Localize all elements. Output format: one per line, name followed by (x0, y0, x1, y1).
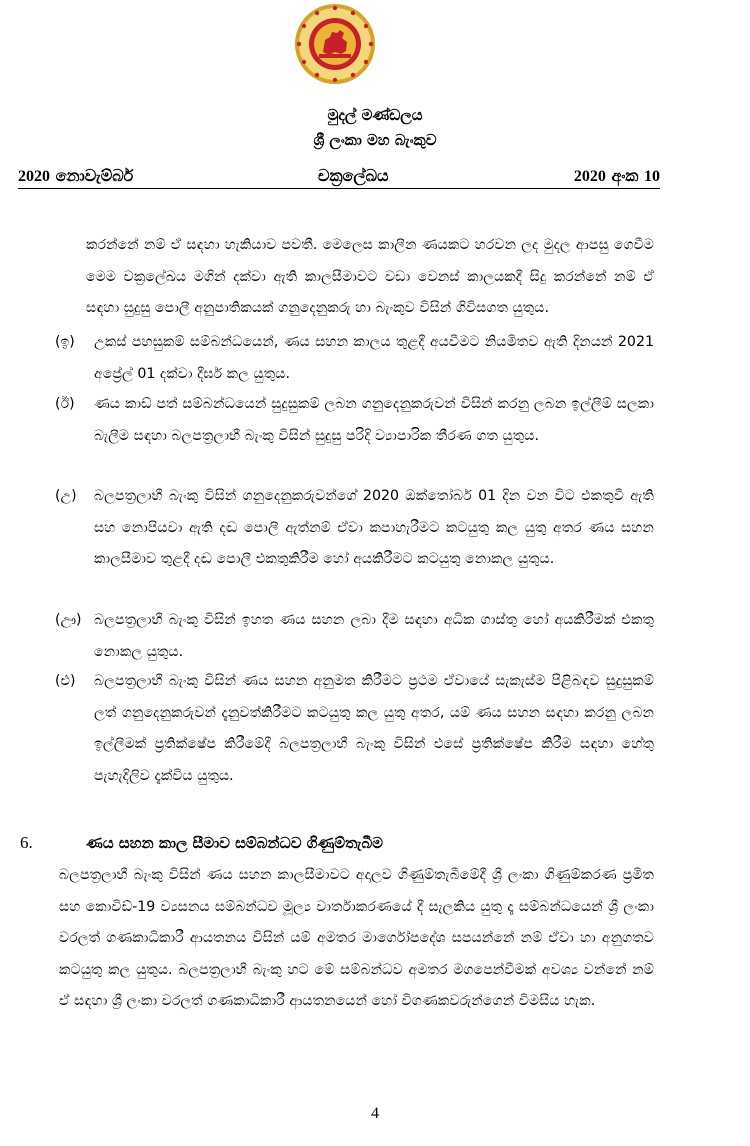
list-item-text: බලපත්‍රලාභී බැංකු විසින් ගනුදෙනුකරුවන්ගේ 2020 ඔක්තෝබර් 01 දින වන විට එකතුවී ඇති සහ නොපියවා ඇති දඬ පොලී ඇත්නම් ඒවා කපාහැරීමට කටයුතු කල යුතු අතර ණය සහන කාලසීමාව තුළදී දඬ පොලී එකතුකිරීම හෝ අයකිරීමට කටයුතු නොකල යුතුය. (94, 488, 654, 567)
list-marker-e: (එ) (55, 673, 76, 689)
list-marker-u: (උ) (55, 488, 77, 504)
list-marker-ii: (ඊ) (55, 396, 75, 412)
central-bank-seal-emblem (293, 2, 377, 86)
circular-label: චක්‍රලේඛය (318, 166, 389, 185)
section-body-paragraph: බලපත්‍රලාභී බැංකු විසින් ණය සහන කාලසීමාවට අදාලව ගිණුම්තැබීමේදී ශ්‍රී ලංකා ගිණුම්කරණ ප්‍රමිත සහ කොවිඩ්-19 ව්‍යසනය සම්බන්ධව මූල්‍ය වාර්තාකරණයේ දී සැලකිය යුතු දෑ සම්බන්ධයෙන් ශ්‍රී ලංකා වරලත් ගණකාධිකාරී ආයතනය විසින් යම් අමතර මාර්ගෝපදේශ සපයන්නේ නම් ඒවා හා අනුගතව කටයුතු කල යුතුය. බලපත්‍රලාභී බැංකු හට මේ සම්බන්ධව අමතර මගපෙන්වීමක් අවශ්‍ය වන්නේ නම් ඒ සඳහා ශ්‍රී ලංකා වරලත් ගණකාධිකාරී ආයතනයෙන් හෝ විගණකවරුන්ගෙන් විමසිය හැක. (59, 867, 654, 1009)
circular-number: 2020 අංක 10 (573, 166, 660, 185)
list-item-text: උකස් පහසුකම් සම්බන්ධයෙන්, ණය සහන කාලය තුළදී අයවීමට නියමිතව ඇති දිනයන් 2021 අප්‍රේල් 01 දක්වා දීර්ඝ කල යුතුය. (94, 334, 654, 382)
section-title: ණය සහන කාල සීමාව සම්බන්ධව ගිණුම්තැබීම (86, 834, 383, 852)
list-marker-uu: (ඌ) (55, 612, 82, 628)
section-number: 6. (20, 833, 33, 852)
bank-name: ශ්‍රී ලංකා මහ බැංකුව (313, 131, 437, 149)
list-marker-i: (ඉ) (55, 334, 75, 350)
circular-header-bar (18, 166, 660, 189)
list-item-text: බලපත්‍රලාභී බැංකු විසින් ණය සහන අනුමත කිරීමට ප්‍රථම ඒවායේ සැකැස්ම පිළිබඳව සුදුසුකම් ලත් ගනුදෙනුකරුවන් දැනුවත්කිරීමට කටයුතු කල යුතු අතර, යම් ණය සහන සඳහා කරනු ලබන ඉල්ලීමක් ප්‍රතික්ෂේප කිරීමේදී බලපත්‍රලාභී බැංකු විසින් එසේ ප්‍රතික්ෂේප කිරීම සඳහා හේතු පැහැදිලිව දැක්විය යුතුය. (94, 673, 654, 784)
circular-date: 2020 නොවැම්බර් (18, 166, 134, 185)
continuation-paragraph: කරන්නේ නම් ඒ සඳහා හැකියාව පවතී. මෙලෙස කාලීන ණයකට හරවන ලද මුදල ආපසු ගෙවීම මෙම චක්‍රලේඛය මගින් දක්වා ඇති කාලසීමාවට වඩා වෙනස් කාලයකදී සිදු කරන්නේ නම් ඒ සඳහා සුදුසු පොලී අනුපාතිකයක් ගනුදෙනුකරු හා බැංකුව විසින් ගිවිසගත යුතුය. (86, 237, 654, 316)
list-item-text: බලපත්‍රලාභී බැංකු විසින් ඉහත ණය සහන ලබා දීම සඳහා අධික ගාස්තු හෝ අයකිරීමක් එකතු නොකල යුතුය. (94, 612, 654, 660)
list-item-text: ණය කාඩ් පත් සම්බන්ධයෙන් සුදුසුකම් ලබන ගනුදෙනුකරුවන් විසින් කරනු ලබන ඉල්ලීම් සලකා බැලීම සඳහා බලපත්‍රලාභී බැංකු විසින් සුදුසු පරිදි ව්‍යාපාරික තීරණ ගත යුතුය. (94, 396, 654, 444)
page-number: 4 (371, 1105, 379, 1122)
org-name: මුදල් මණ්ඩලය (327, 106, 423, 124)
